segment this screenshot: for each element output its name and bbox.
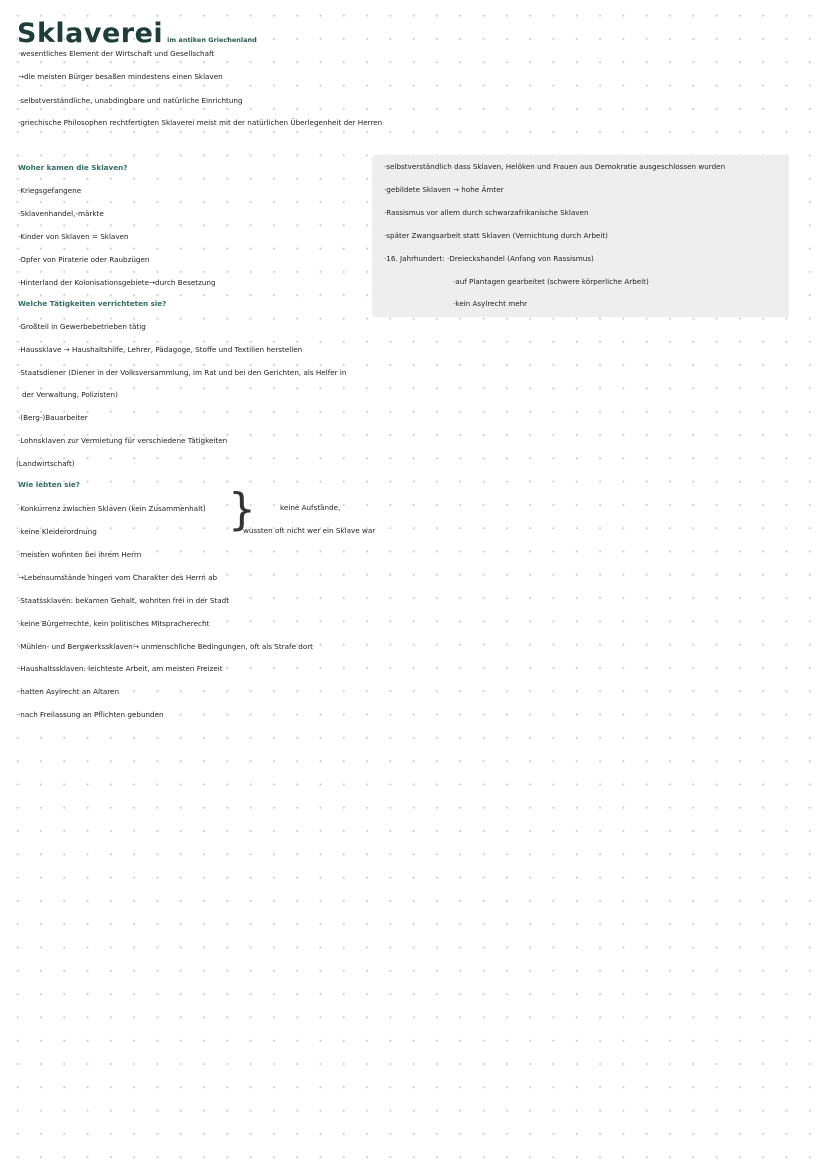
box-line: ·auf Plantagen gearbeitet (schwere körperliche Arbeit) bbox=[453, 277, 649, 286]
list-item: ·keine Bürgerrechte, kein politisches Mitspracherecht bbox=[18, 619, 210, 628]
box-line: ·16. Jahrhundert: ·Dreieckshandel (Anfang von Rassismus) bbox=[384, 254, 594, 263]
section-heading-herkunft: Woher kamen die Sklaven? bbox=[18, 163, 128, 172]
brace-note: wussten oft nicht wer ein Sklave war bbox=[243, 526, 376, 535]
box-line: ·Rassismus vor allem durch schwarzafrikanische Sklaven bbox=[384, 208, 589, 217]
list-item: ·(Berg-)Bauarbeiter bbox=[18, 413, 88, 422]
brace-icon: } bbox=[228, 484, 256, 535]
intro-line: ·wesentliches Element der Wirtschaft und Gesellschaft bbox=[18, 49, 215, 58]
section-heading-leben: Wie lebten sie? bbox=[18, 480, 80, 489]
list-item: ·Haussklave → Haushaltshilfe, Lehrer, Pädagoge, Stoffe und Textilien herstellen bbox=[18, 345, 303, 354]
list-item: ·nach Freilassung an Pflichten gebunden bbox=[18, 710, 164, 719]
intro-line: →die meisten Bürger besaßen mindestens einen Sklaven bbox=[18, 72, 223, 81]
list-item: ·Staatssklaven: bekamen Gehalt, wohnten frei in der Stadt bbox=[18, 596, 230, 605]
box-line: ·später Zwangsarbeit statt Sklaven (Vernichtung durch Arbeit) bbox=[384, 231, 608, 240]
list-item: der Verwaltung, Polizisten) bbox=[22, 390, 118, 399]
page-title: Sklaverei bbox=[17, 18, 164, 49]
list-item: ·Mühlen- und Bergwerkssklaven→ unmenschliche Bedingungen, oft als Strafe dort bbox=[18, 642, 314, 651]
section-heading-taetigkeiten: Welche Tätigkeiten verrichteten sie? bbox=[18, 299, 167, 308]
brace-note: keine Aufstände, bbox=[280, 503, 341, 512]
list-item: ·meisten wohnten bei ihrem Herrn bbox=[18, 550, 142, 559]
list-item: ·Opfer von Piraterie oder Raubzügen bbox=[18, 255, 150, 264]
list-item: ·Großteil in Gewerbebetrieben tätig bbox=[18, 322, 146, 331]
list-item: ·hatten Asylrecht an Altaren bbox=[18, 687, 120, 696]
box-line: ·gebildete Sklaven → hohe Ämter bbox=[384, 185, 504, 194]
list-item: ·Lohnsklaven zur Vermietung für verschiedene Tätigkeiten bbox=[18, 436, 228, 445]
list-item: ·Hinterland der Kolonisationsgebiete→durch Besetzung bbox=[18, 278, 216, 287]
list-item: ·Kinder von Sklaven = Sklaven bbox=[18, 232, 129, 241]
list-item: ·keine Kleiderordnung bbox=[18, 527, 97, 536]
list-item: ·Konkurrenz zwischen Sklaven (kein Zusammenhalt) bbox=[18, 504, 206, 513]
list-item: ·Sklavenhandel,-märkte bbox=[18, 209, 104, 218]
page-subtitle: im antiken Griechenland bbox=[167, 36, 257, 44]
intro-line: ·griechische Philosophen rechtfertigten Sklaverei meist mit der natürlichen Überlegenheit der Herren bbox=[18, 118, 383, 127]
box-line: ·kein Asylrecht mehr bbox=[453, 299, 528, 308]
list-item: ·Kriegsgefangene bbox=[18, 186, 82, 195]
list-item: ·Staatsdiener (Diener in der Volksversammlung, im Rat und bei den Gerichten, als Helfer in bbox=[18, 368, 347, 377]
intro-line: ·selbstverständliche, unabdingbare und natürliche Einrichtung bbox=[18, 96, 243, 105]
box-line: ·selbstverständlich dass Sklaven, Helöken und Frauen aus Demokratie ausgeschlossen wurden bbox=[384, 162, 726, 171]
list-item: (Landwirtschaft) bbox=[16, 459, 75, 468]
list-item: ·Haushaltssklaven: leichteste Arbeit, am meisten Freizeit bbox=[18, 664, 223, 673]
list-item: →Lebensumstände hingen vom Charakter des Herrn ab bbox=[18, 573, 218, 582]
title-block bbox=[17, 18, 257, 49]
